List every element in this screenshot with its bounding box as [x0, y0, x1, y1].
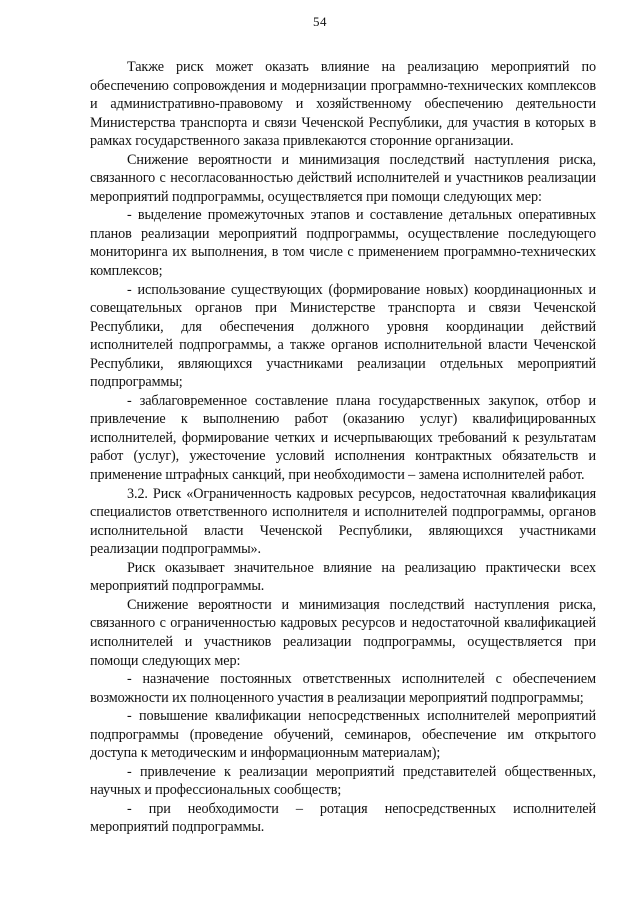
- paragraph-risk-mitigation-intro: Снижение вероятности и минимизация последствий наступления риска, связанного с несогласованностью действий исполнителей и участников реализации мероприятий подпрограммы, осуществляется при помощи следующих мер:: [90, 151, 596, 205]
- list-item-rotation: - при необходимости – ротация непосредственных исполнителей мероприятий подпрограммы.: [90, 800, 596, 836]
- page-number: 54: [313, 14, 327, 29]
- list-item-intermediate-stages: - выделение промежуточных этапов и составление детальных оперативных планов реализации мероприятий подпрограммы, осуществление последующего мониторинга их выполнения, в том числе с применением программно-технических комплексов;: [90, 207, 596, 280]
- document-body: [90, 58, 596, 837]
- list-item-procurement-plan: - заблаговременное составление плана государственных закупок, отбор и привлечение к выполнению работ (оказанию услуг) квалифицированных исполнителей, формирование четких и исчерпывающих требований к результатам работ (услуг), ужесточение условий исполнения контрактных обязательств и применение штрафных санкций, при необходимости – замена исполнителей работ.: [90, 392, 596, 484]
- list-item-permanent-executors: - назначение постоянных ответственных исполнителей с обеспечением возможности их полноценного участия в реализации мероприятий подпрограммы;: [90, 671, 596, 706]
- paragraph-risk-influence: Также риск может оказать влияние на реализацию мероприятий по обеспечению сопровождения и модернизации программно-технических комплексов и административно-правовому и хозяйственному обеспечению деятельности Министерства транспорта и связи Чеченской Республики, для участия в которых в рамках государственного заказа привлекаются сторонние организации.: [90, 59, 596, 150]
- list-item-coordination-bodies: - использование существующих (формирование новых) координационных и совещательных органов при Министерстве транспорта и связи Чеченской Республики, для обеспечения должного уровня координации действий исполнителей подпрограммы, а также органов исполнительной власти Чеченской Республики, являющихся участниками реализации отдельных мероприятий подпрограммы;: [90, 281, 596, 391]
- paragraph-staff-risk-mitigation-intro: Снижение вероятности и минимизация последствий наступления риска, связанного с ограниченностью кадровых ресурсов и недостаточной квалификацией исполнителей и участников реализации подпрограммы, осуществляется при помощи следующих мер:: [90, 596, 596, 669]
- list-item-qualification: - повышение квалификации непосредственных исполнителей мероприятий подпрограммы (проведение обучений, семинаров, обеспечение им открытого доступа к методическим и информационным материалам);: [90, 708, 596, 762]
- paragraph-risk-impact: Риск оказывает значительное влияние на реализацию практически всех мероприятий подпрограммы.: [90, 559, 596, 595]
- list-item-community-involvement: - привлечение к реализации мероприятий представителей общественных, научных и профессиональных сообществ;: [90, 763, 596, 799]
- section-heading-risk-3-2: 3.2. Риск «Ограниченность кадровых ресурсов, недостаточная квалификация специалистов ответственного исполнителя и исполнителей подпрограммы, органов исполнительной власти Чеченской Республики, являющихся участниками реализации подпрограммы».: [90, 485, 596, 558]
